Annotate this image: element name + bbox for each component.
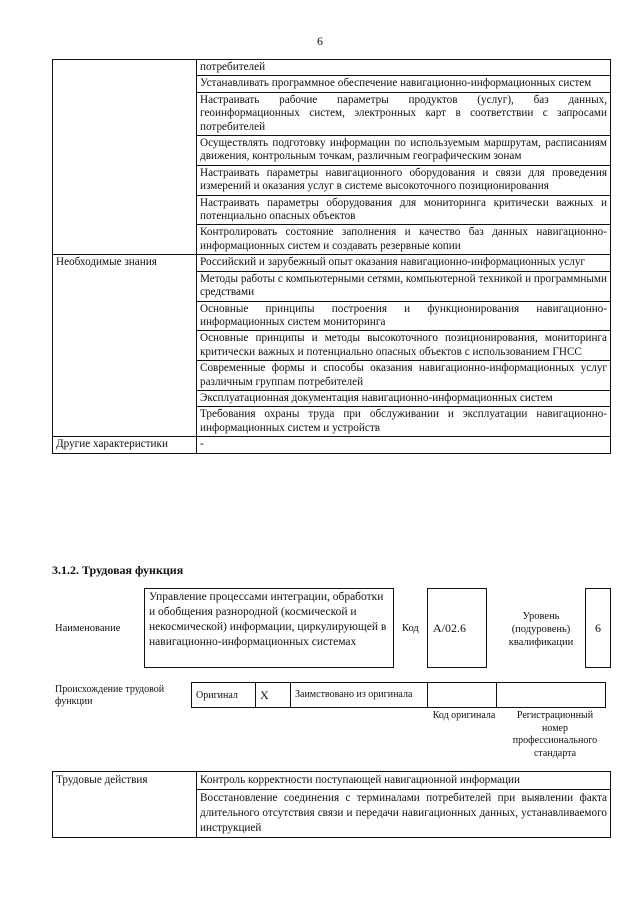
knowledge-label: Необходимые знания xyxy=(53,255,197,437)
reg-caption: Регистрационный номер профессионального стандарта xyxy=(512,710,598,759)
knowledge-item: Основные принципы и методы высокоточного позиционирования, мониторинга критически важных и потенциально опасных объектов с использованием ГНСС xyxy=(197,331,611,361)
function-name-value: Управление процессами интеграции, обработки и обобщения разнородной (космической и некосмической) информации, циркулирующей в навигационно-информационных системах xyxy=(149,591,387,648)
actions-table xyxy=(52,771,611,838)
origin-label: Происхождение трудовой функции xyxy=(55,684,165,707)
other-characteristics-value: - xyxy=(197,437,611,453)
code-label: Код xyxy=(402,623,419,634)
skill-item: Настраивать параметры навигационного оборудования и связи для проведения измерений и оказания услуг в системе высокоточного позиционирования xyxy=(197,165,611,195)
knowledge-item: Российский и зарубежный опыт оказания навигационно-информационных услуг xyxy=(197,255,611,271)
code-value: A/02.6 xyxy=(433,621,466,635)
knowledge-item: Современные формы и способы оказания навигационно-информационных услуг различным группам потребителей xyxy=(197,361,611,391)
action-item: Контроль корректности поступающей навигационной информации xyxy=(197,772,611,790)
page-number: 6 xyxy=(317,34,323,48)
knowledge-item: Эксплуатационная документация навигационно-информационных систем xyxy=(197,390,611,406)
skill-item: Настраивать параметры оборудования для мониторинга критически важных и потенциально опасных объектов xyxy=(197,195,611,225)
knowledge-item: Основные принципы построения и функционирования навигационно-информационных систем мониторинга xyxy=(197,301,611,331)
skill-item: потребителей xyxy=(197,60,611,76)
skill-item: Контролировать состояние заполнения и качество баз данных навигационно-информационных систем и создавать резервные копии xyxy=(197,225,611,255)
origin-reg-cell xyxy=(497,683,606,708)
skill-item: Устанавливать программное обеспечение навигационно-информационных систем xyxy=(197,76,611,92)
original-label: Оригинал xyxy=(192,683,256,708)
skill-item: Настраивать рабочие параметры продуктов (услуг), баз данных, геоинформационных систем, электронных карт в соответствии с запросами потребителей xyxy=(197,92,611,135)
level-label: Уровень (подуровень) квалификации xyxy=(508,611,574,648)
action-item: Восстановление соединения с терминалами потребителей при выявлении факта длительного отсутствия связи и передачи навигационных данных, устанавливаемого инструкцией xyxy=(197,790,611,838)
origin-table xyxy=(191,682,606,708)
section-heading: 3.1.2. Трудовая функция xyxy=(52,563,184,577)
code-caption: Код оригинала xyxy=(432,710,496,721)
skills-label-cell xyxy=(53,60,197,255)
borrowed-label: Заимствовано из оригинала xyxy=(291,683,428,708)
function-name-label: Наименование xyxy=(55,623,121,634)
origin-code-cell xyxy=(428,683,497,708)
level-value: 6 xyxy=(595,621,601,635)
skill-item: Осуществлять подготовку информации по используемым маршрутам, расписаниям движения, контрольным точкам, различным географическим зонам xyxy=(197,136,611,166)
knowledge-item: Методы работы с компьютерными сетями, компьютерной техникой и программными средствами xyxy=(197,271,611,301)
original-mark: X xyxy=(256,683,291,708)
skills-knowledge-table xyxy=(52,59,611,454)
actions-label: Трудовые действия xyxy=(53,772,197,838)
other-characteristics-label: Другие характеристики xyxy=(53,437,197,453)
knowledge-item: Требования охраны труда при обслуживании и эксплуатации навигационно-информационных систем и устройств xyxy=(197,407,611,437)
